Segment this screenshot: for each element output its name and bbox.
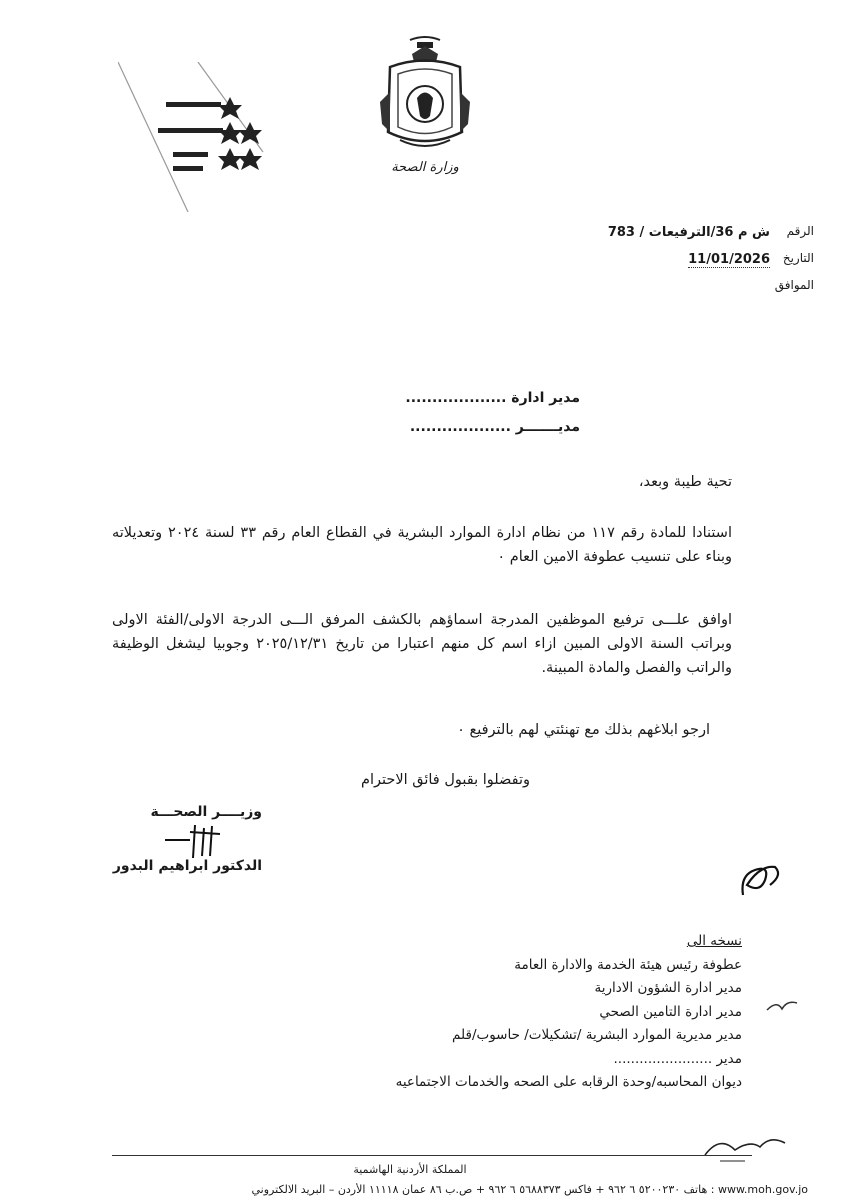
handwritten-signature-icon bbox=[160, 820, 230, 860]
signature-title: وزيــــر الصحـــة bbox=[150, 804, 262, 820]
copies-heading: نسخه الى bbox=[686, 933, 742, 949]
copy-recipient: ديوان المحاسبه/وحدة الرقابه على الصحه والخدمات الاجتماعيه bbox=[395, 1074, 742, 1090]
reference-date-value: 11/01/2026 bbox=[688, 252, 770, 267]
greeting: تحية طيبة وبعد، bbox=[638, 474, 732, 490]
reference-date-label: التاريخ bbox=[782, 251, 814, 265]
addressee-1: مدير ادارة ................... bbox=[405, 390, 580, 406]
copy-recipient: مدير ادارة التامين الصحي bbox=[599, 1003, 742, 1020]
footer-divider bbox=[112, 1155, 752, 1156]
copy-recipient: مدير ادارة الشؤون الادارية bbox=[594, 980, 742, 996]
stamp-icon bbox=[118, 62, 268, 212]
initials-mark-icon bbox=[735, 855, 785, 900]
copies-section bbox=[282, 930, 742, 1095]
reference-number-label: الرقم bbox=[786, 224, 814, 238]
signatory-name: الدكتور ابراهيم البدور bbox=[112, 858, 262, 874]
footer-contact: www.moh.gov.jo : هاتف ٥٢٠٠٢٣٠ ٦ ٩٦٢ + فاكس ٥٦٨٨٣٧٣ ٦ ٩٦٢ + ص.ب ٨٦ عمان ١١١١٨ الأردن – البريد الالكتروني bbox=[251, 1183, 808, 1196]
closing-regards: وتفضلوا بقبول فائق الاحترام bbox=[361, 772, 530, 788]
reference-number-value: ش م 36/الترفيعات / 783 bbox=[607, 225, 770, 240]
paragraph-notification: ارجو ابلاغهم بذلك مع تهنئتي لهم بالترفيع ٠ bbox=[457, 722, 710, 738]
reference-labels bbox=[775, 218, 814, 299]
paragraph-legal-basis: استنادا للمادة رقم ١١٧ من نظام ادارة الموارد البشرية في القطاع العام رقم ٣٣ لسنة ٢٠٢٤ وتعديلاته وبناء على تنسيب عطوفة الامين العام ٠ bbox=[112, 525, 732, 565]
footer-country: المملكة الأردنية الهاشمية bbox=[353, 1163, 467, 1176]
reference-values bbox=[600, 219, 770, 273]
copy-recipient: مدير ....................... bbox=[613, 1050, 742, 1067]
addressee-2: مديـــــــر ................... bbox=[409, 419, 580, 435]
copy-recipient: عطوفة رئيس هيئة الخدمة والادارة العامة bbox=[514, 956, 742, 973]
ministry-name: وزارة الصحة bbox=[391, 160, 459, 175]
tick-mark-icon bbox=[762, 995, 802, 1020]
excellence-award-stamp bbox=[118, 62, 268, 212]
paragraph-promotion-approval: اوافق علـــى ترفيع الموظفين المدرجة اسماؤهم بالكشف المرفق الـــى الدرجة الاولى/الفئة الاولى وبراتب السنة الاولى المبين ازاء اسم كل منهم اعتبارا من تاريخ ٢٠٢٥/١٢/٣١ وجوبيا ليشغل الوظيفة والراتب والفصل والمادة المبينة. bbox=[112, 612, 732, 676]
coat-of-arms bbox=[370, 32, 480, 192]
copy-recipient: مدير مديرية الموارد البشرية /تشكيلات/ حاسوب/قلم bbox=[452, 1027, 742, 1043]
clerk-initials-icon bbox=[700, 1125, 790, 1165]
reference-hijri-label: الموافق bbox=[774, 278, 814, 292]
